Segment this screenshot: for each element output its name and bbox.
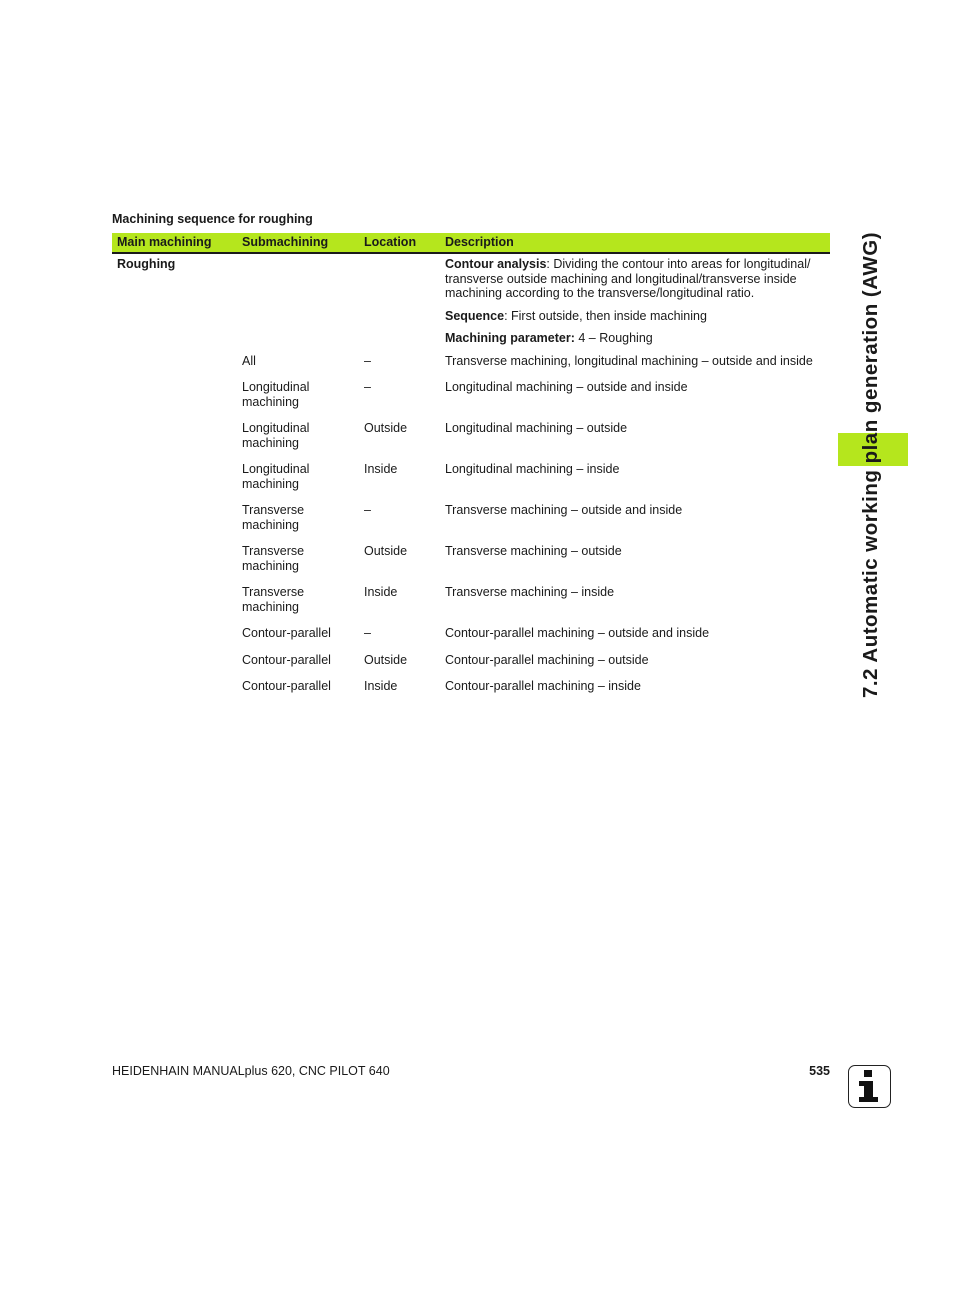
sequence-label: Sequence: [445, 308, 505, 323]
contour-analysis-block: [445, 257, 825, 301]
submachining-cell: All: [242, 353, 256, 368]
column-header-main: Main machining: [112, 233, 237, 253]
submachining-cell: Longitudinal machining: [242, 380, 310, 409]
table-header-row: [112, 233, 830, 253]
description-cell: Contour-parallel machining – inside: [445, 679, 641, 693]
table-row: [112, 491, 830, 532]
submachining-cell: Transverse machining: [242, 585, 305, 614]
location-cell: –: [364, 380, 371, 394]
table-title: Machining sequence for roughing: [112, 212, 313, 226]
submachining-cell: Longitudinal machining: [242, 462, 310, 491]
column-header-sub: Submachining: [237, 233, 359, 253]
description-cell: Transverse machining – outside: [445, 544, 622, 558]
location-cell: Inside: [364, 462, 398, 476]
description-cell: Longitudinal machining – inside: [445, 462, 620, 476]
main-machining-cell: Roughing: [117, 257, 176, 271]
table-row: [112, 368, 830, 409]
description-cell: Contour-parallel machining – outside and inside: [445, 626, 710, 640]
location-cell: Inside: [364, 585, 398, 599]
submachining-cell: Transverse machining: [242, 503, 305, 532]
page-number: 535: [809, 1064, 830, 1078]
table-row: [112, 346, 830, 369]
description-cell: Transverse machining, longitudinal machining – outside and inside: [445, 353, 813, 368]
submachining-cell: Contour-parallel: [242, 652, 331, 667]
sequence-text: : First outside, then inside machining: [504, 308, 707, 323]
table-row: [112, 409, 830, 450]
sequence-block: [445, 309, 825, 324]
description-cell: Transverse machining – outside and inside: [445, 503, 683, 517]
parameter-block: [445, 331, 825, 346]
description-cell: Contour-parallel machining – outside: [445, 652, 649, 667]
column-header-description: Description: [440, 233, 830, 253]
table-row-main: [112, 253, 830, 346]
description-cell: Transverse machining – inside: [445, 585, 615, 599]
submachining-cell: Transverse machining: [242, 544, 305, 573]
location-cell: Inside: [364, 679, 398, 693]
location-cell: –: [364, 503, 371, 517]
parameter-label: Machining parameter:: [445, 331, 575, 345]
table-row: [112, 532, 830, 573]
location-cell: Outside: [364, 421, 408, 435]
location-cell: –: [364, 626, 371, 640]
table-row: [112, 450, 830, 491]
parameter-text: 4 – Roughing: [574, 331, 653, 345]
chapter-side-title: 7.2 Automatic working plan generation (AWG): [859, 231, 882, 699]
main-description-cell: [440, 253, 830, 346]
submachining-cell: Contour-parallel: [242, 626, 331, 640]
table-row: [112, 614, 830, 641]
submachining-cell: Longitudinal machining: [242, 421, 310, 450]
table-row: [112, 573, 830, 614]
table-row: [112, 667, 830, 694]
contour-analysis-text: : Dividing the contour into areas for longitudinal/ transverse outside machining and longitudinal/transverse inside machining according to the transverse/longitudinal ratio.: [445, 257, 811, 300]
submachining-cell: Contour-parallel: [242, 679, 331, 693]
location-cell: –: [364, 353, 371, 368]
description-cell: Longitudinal machining – outside: [445, 421, 628, 435]
location-cell: Outside: [364, 544, 408, 558]
info-icon: [848, 1065, 891, 1108]
location-cell: Outside: [364, 652, 408, 667]
column-header-location: Location: [359, 233, 440, 253]
contour-analysis-label: Contour analysis: [445, 257, 547, 271]
footer-product: HEIDENHAIN MANUALplus 620, CNC PILOT 640: [112, 1064, 390, 1078]
description-cell: Longitudinal machining – outside and inside: [445, 380, 688, 394]
machining-sequence-table: [112, 233, 830, 694]
table-row: [112, 641, 830, 668]
